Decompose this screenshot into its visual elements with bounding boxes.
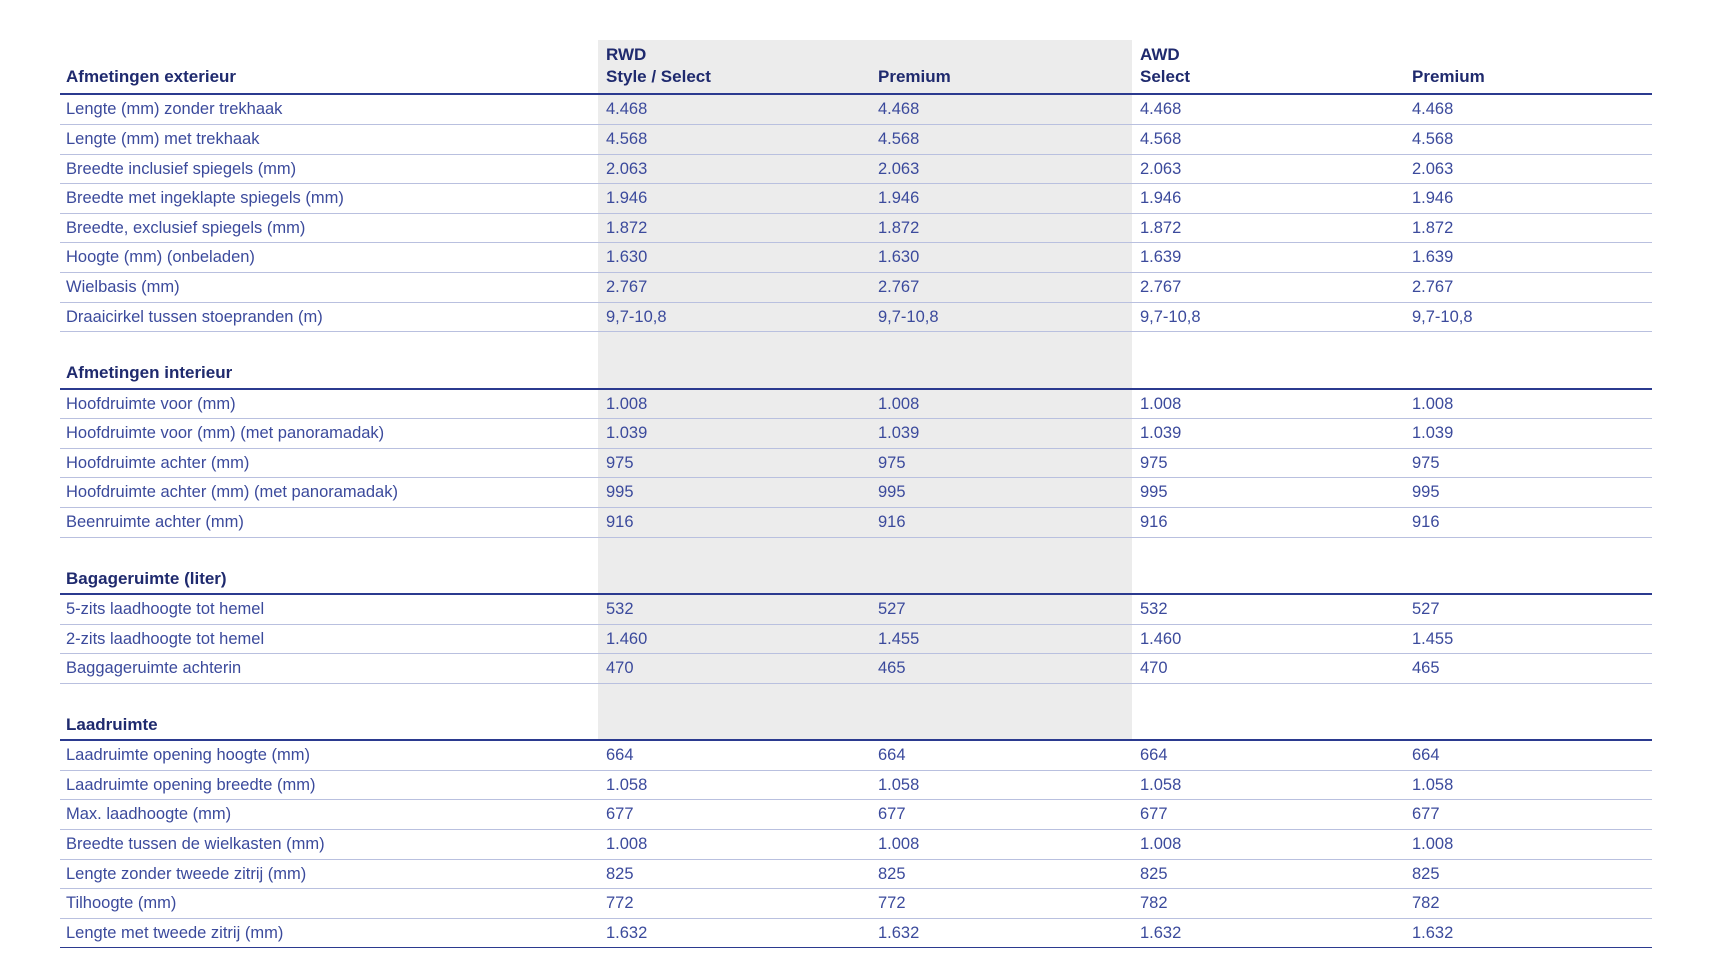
section-header-row: [60, 558, 1652, 594]
row-value: 1.632: [1132, 918, 1404, 948]
row-value: 1.639: [1404, 243, 1652, 273]
row-value: 664: [870, 740, 1132, 770]
row-value: 470: [1132, 654, 1404, 684]
row-value: 1.039: [1132, 419, 1404, 449]
row-label: Lengte zonder tweede zitrij (mm): [60, 859, 598, 889]
section-title: Bagageruimte (liter): [60, 558, 1652, 594]
row-value: 2.063: [1404, 154, 1652, 184]
header-column-awd-0: [1132, 40, 1404, 94]
spacer-cell: [60, 683, 1652, 704]
row-value: 2.767: [598, 273, 870, 303]
row-value: 1.630: [870, 243, 1132, 273]
row-value: 1.008: [1132, 389, 1404, 419]
row-value: 527: [1404, 594, 1652, 624]
specifications-table: [60, 40, 1652, 948]
row-label: Hoogte (mm) (onbeladen): [60, 243, 598, 273]
trim-level-label: Premium: [1412, 67, 1485, 86]
row-value: 916: [1404, 508, 1652, 538]
table-row: [60, 829, 1652, 859]
row-value: 1.872: [1132, 213, 1404, 243]
row-value: 1.946: [870, 184, 1132, 214]
row-value: 1.455: [1404, 624, 1652, 654]
row-value: 4.568: [598, 124, 870, 154]
row-value: 825: [1404, 859, 1652, 889]
row-value: 1.455: [870, 624, 1132, 654]
table-header-row: [60, 40, 1652, 94]
row-label: Breedte, exclusief spiegels (mm): [60, 213, 598, 243]
row-label: Breedte tussen de wielkasten (mm): [60, 829, 598, 859]
row-value: 975: [598, 448, 870, 478]
row-value: 825: [1132, 859, 1404, 889]
row-value: 677: [598, 800, 870, 830]
row-value: 2.063: [1132, 154, 1404, 184]
header-column-awd-1: [1404, 40, 1652, 94]
header-column-rwd-0: [598, 40, 870, 94]
row-value: 1.872: [1404, 213, 1652, 243]
row-value: 527: [870, 594, 1132, 624]
row-value: 1.008: [870, 829, 1132, 859]
row-value: 1.872: [598, 213, 870, 243]
row-label: Lengte (mm) met trekhaak: [60, 124, 598, 154]
table-row: [60, 213, 1652, 243]
table-row: [60, 624, 1652, 654]
table-row: [60, 419, 1652, 449]
section-header-row: [60, 704, 1652, 740]
row-value: 995: [870, 478, 1132, 508]
row-value: 532: [1132, 594, 1404, 624]
row-value: 1.058: [870, 770, 1132, 800]
row-value: 772: [870, 889, 1132, 919]
row-value: 2.767: [1132, 273, 1404, 303]
table-row: [60, 448, 1652, 478]
table-row: [60, 478, 1652, 508]
row-value: 9,7-10,8: [1404, 302, 1652, 332]
table-row: [60, 94, 1652, 124]
row-label: Laadruimte opening hoogte (mm): [60, 740, 598, 770]
row-value: 1.946: [1404, 184, 1652, 214]
table-row: [60, 124, 1652, 154]
row-label: Lengte met tweede zitrij (mm): [60, 918, 598, 948]
row-value: 1.039: [870, 419, 1132, 449]
row-value: 2.767: [870, 273, 1132, 303]
row-value: 664: [1404, 740, 1652, 770]
row-value: 470: [598, 654, 870, 684]
row-value: 1.039: [1404, 419, 1652, 449]
row-value: 664: [1132, 740, 1404, 770]
row-value: 2.063: [870, 154, 1132, 184]
row-label: Laadruimte opening breedte (mm): [60, 770, 598, 800]
row-value: 825: [598, 859, 870, 889]
header-column-rwd-1: [870, 40, 1132, 94]
row-value: 1.008: [870, 389, 1132, 419]
row-label: Max. laadhoogte (mm): [60, 800, 598, 830]
row-value: 995: [1132, 478, 1404, 508]
row-value: 1.632: [870, 918, 1132, 948]
spacer-cell: [60, 332, 1652, 353]
row-value: 825: [870, 859, 1132, 889]
table-body: [60, 40, 1652, 948]
table-row: [60, 800, 1652, 830]
row-label: Hoofdruimte voor (mm) (met panoramadak): [60, 419, 598, 449]
row-value: 1.008: [1404, 389, 1652, 419]
row-value: 1.460: [598, 624, 870, 654]
section-spacer: [60, 332, 1652, 353]
trim-level-label: Select: [1140, 67, 1191, 86]
row-label: Hoofdruimte achter (mm) (met panoramadak): [60, 478, 598, 508]
section-header-row: [60, 352, 1652, 388]
row-value: 2.063: [598, 154, 870, 184]
row-value: 532: [598, 594, 870, 624]
row-value: 677: [1132, 800, 1404, 830]
row-label: Wielbasis (mm): [60, 273, 598, 303]
row-value: 1.630: [598, 243, 870, 273]
row-value: 465: [1404, 654, 1652, 684]
table-row: [60, 184, 1652, 214]
row-value: 1.946: [598, 184, 870, 214]
row-label: Beenruimte achter (mm): [60, 508, 598, 538]
row-label: Tilhoogte (mm): [60, 889, 598, 919]
row-value: 772: [598, 889, 870, 919]
table-row: [60, 654, 1652, 684]
section-title: Laadruimte: [60, 704, 1652, 740]
row-value: 1.008: [1404, 829, 1652, 859]
row-value: 1.460: [1132, 624, 1404, 654]
spacer-cell: [60, 537, 1652, 558]
row-value: 782: [1132, 889, 1404, 919]
row-value: 677: [1404, 800, 1652, 830]
row-value: 1.058: [1404, 770, 1652, 800]
trim-level-label: Style / Select: [606, 67, 711, 86]
table-row: [60, 508, 1652, 538]
row-value: 4.468: [1132, 94, 1404, 124]
table-row: [60, 302, 1652, 332]
row-value: 1.639: [1132, 243, 1404, 273]
row-value: 664: [598, 740, 870, 770]
row-value: 916: [870, 508, 1132, 538]
row-value: 1.946: [1132, 184, 1404, 214]
section-spacer: [60, 537, 1652, 558]
row-value: 1.008: [598, 829, 870, 859]
row-value: 9,7-10,8: [870, 302, 1132, 332]
table-row: [60, 740, 1652, 770]
row-label: 2-zits laadhoogte tot hemel: [60, 624, 598, 654]
row-value: 2.767: [1404, 273, 1652, 303]
row-value: 1.632: [598, 918, 870, 948]
header-section-title: Afmetingen exterieur: [66, 67, 237, 86]
row-value: 4.468: [1404, 94, 1652, 124]
header-label-cell: [60, 40, 598, 94]
row-value: 9,7-10,8: [598, 302, 870, 332]
row-value: 465: [870, 654, 1132, 684]
row-value: 1.008: [598, 389, 870, 419]
section-spacer: [60, 683, 1652, 704]
row-label: Hoofdruimte voor (mm): [60, 389, 598, 419]
row-label: Hoofdruimte achter (mm): [60, 448, 598, 478]
row-value: 1.058: [1132, 770, 1404, 800]
row-value: 4.468: [598, 94, 870, 124]
row-value: 1.039: [598, 419, 870, 449]
row-value: 1.872: [870, 213, 1132, 243]
row-value: 1.632: [1404, 918, 1652, 948]
row-label: Breedte met ingeklapte spiegels (mm): [60, 184, 598, 214]
row-value: 995: [1404, 478, 1652, 508]
row-value: 782: [1404, 889, 1652, 919]
row-value: 4.468: [870, 94, 1132, 124]
row-value: 4.568: [1132, 124, 1404, 154]
table-row: [60, 243, 1652, 273]
table-row: [60, 859, 1652, 889]
row-label: Breedte inclusief spiegels (mm): [60, 154, 598, 184]
row-value: 4.568: [870, 124, 1132, 154]
row-label: Lengte (mm) zonder trekhaak: [60, 94, 598, 124]
drivetrain-group-label: RWD: [606, 45, 647, 64]
table-row: [60, 594, 1652, 624]
table-row: [60, 154, 1652, 184]
row-value: 916: [1132, 508, 1404, 538]
row-value: 975: [1132, 448, 1404, 478]
row-value: 4.568: [1404, 124, 1652, 154]
row-value: 1.008: [1132, 829, 1404, 859]
table-row: [60, 273, 1652, 303]
drivetrain-group-label: AWD: [1140, 45, 1180, 64]
row-value: 995: [598, 478, 870, 508]
row-value: 9,7-10,8: [1132, 302, 1404, 332]
row-value: 916: [598, 508, 870, 538]
row-value: 677: [870, 800, 1132, 830]
row-label: Baggageruimte achterin: [60, 654, 598, 684]
table-row: [60, 889, 1652, 919]
row-value: 975: [1404, 448, 1652, 478]
table-row: [60, 918, 1652, 948]
row-label: 5-zits laadhoogte tot hemel: [60, 594, 598, 624]
table-row: [60, 389, 1652, 419]
row-label: Draaicirkel tussen stoepranden (m): [60, 302, 598, 332]
row-value: 975: [870, 448, 1132, 478]
table-row: [60, 770, 1652, 800]
section-title: Afmetingen interieur: [60, 352, 1652, 388]
row-value: 1.058: [598, 770, 870, 800]
trim-level-label: Premium: [878, 67, 951, 86]
